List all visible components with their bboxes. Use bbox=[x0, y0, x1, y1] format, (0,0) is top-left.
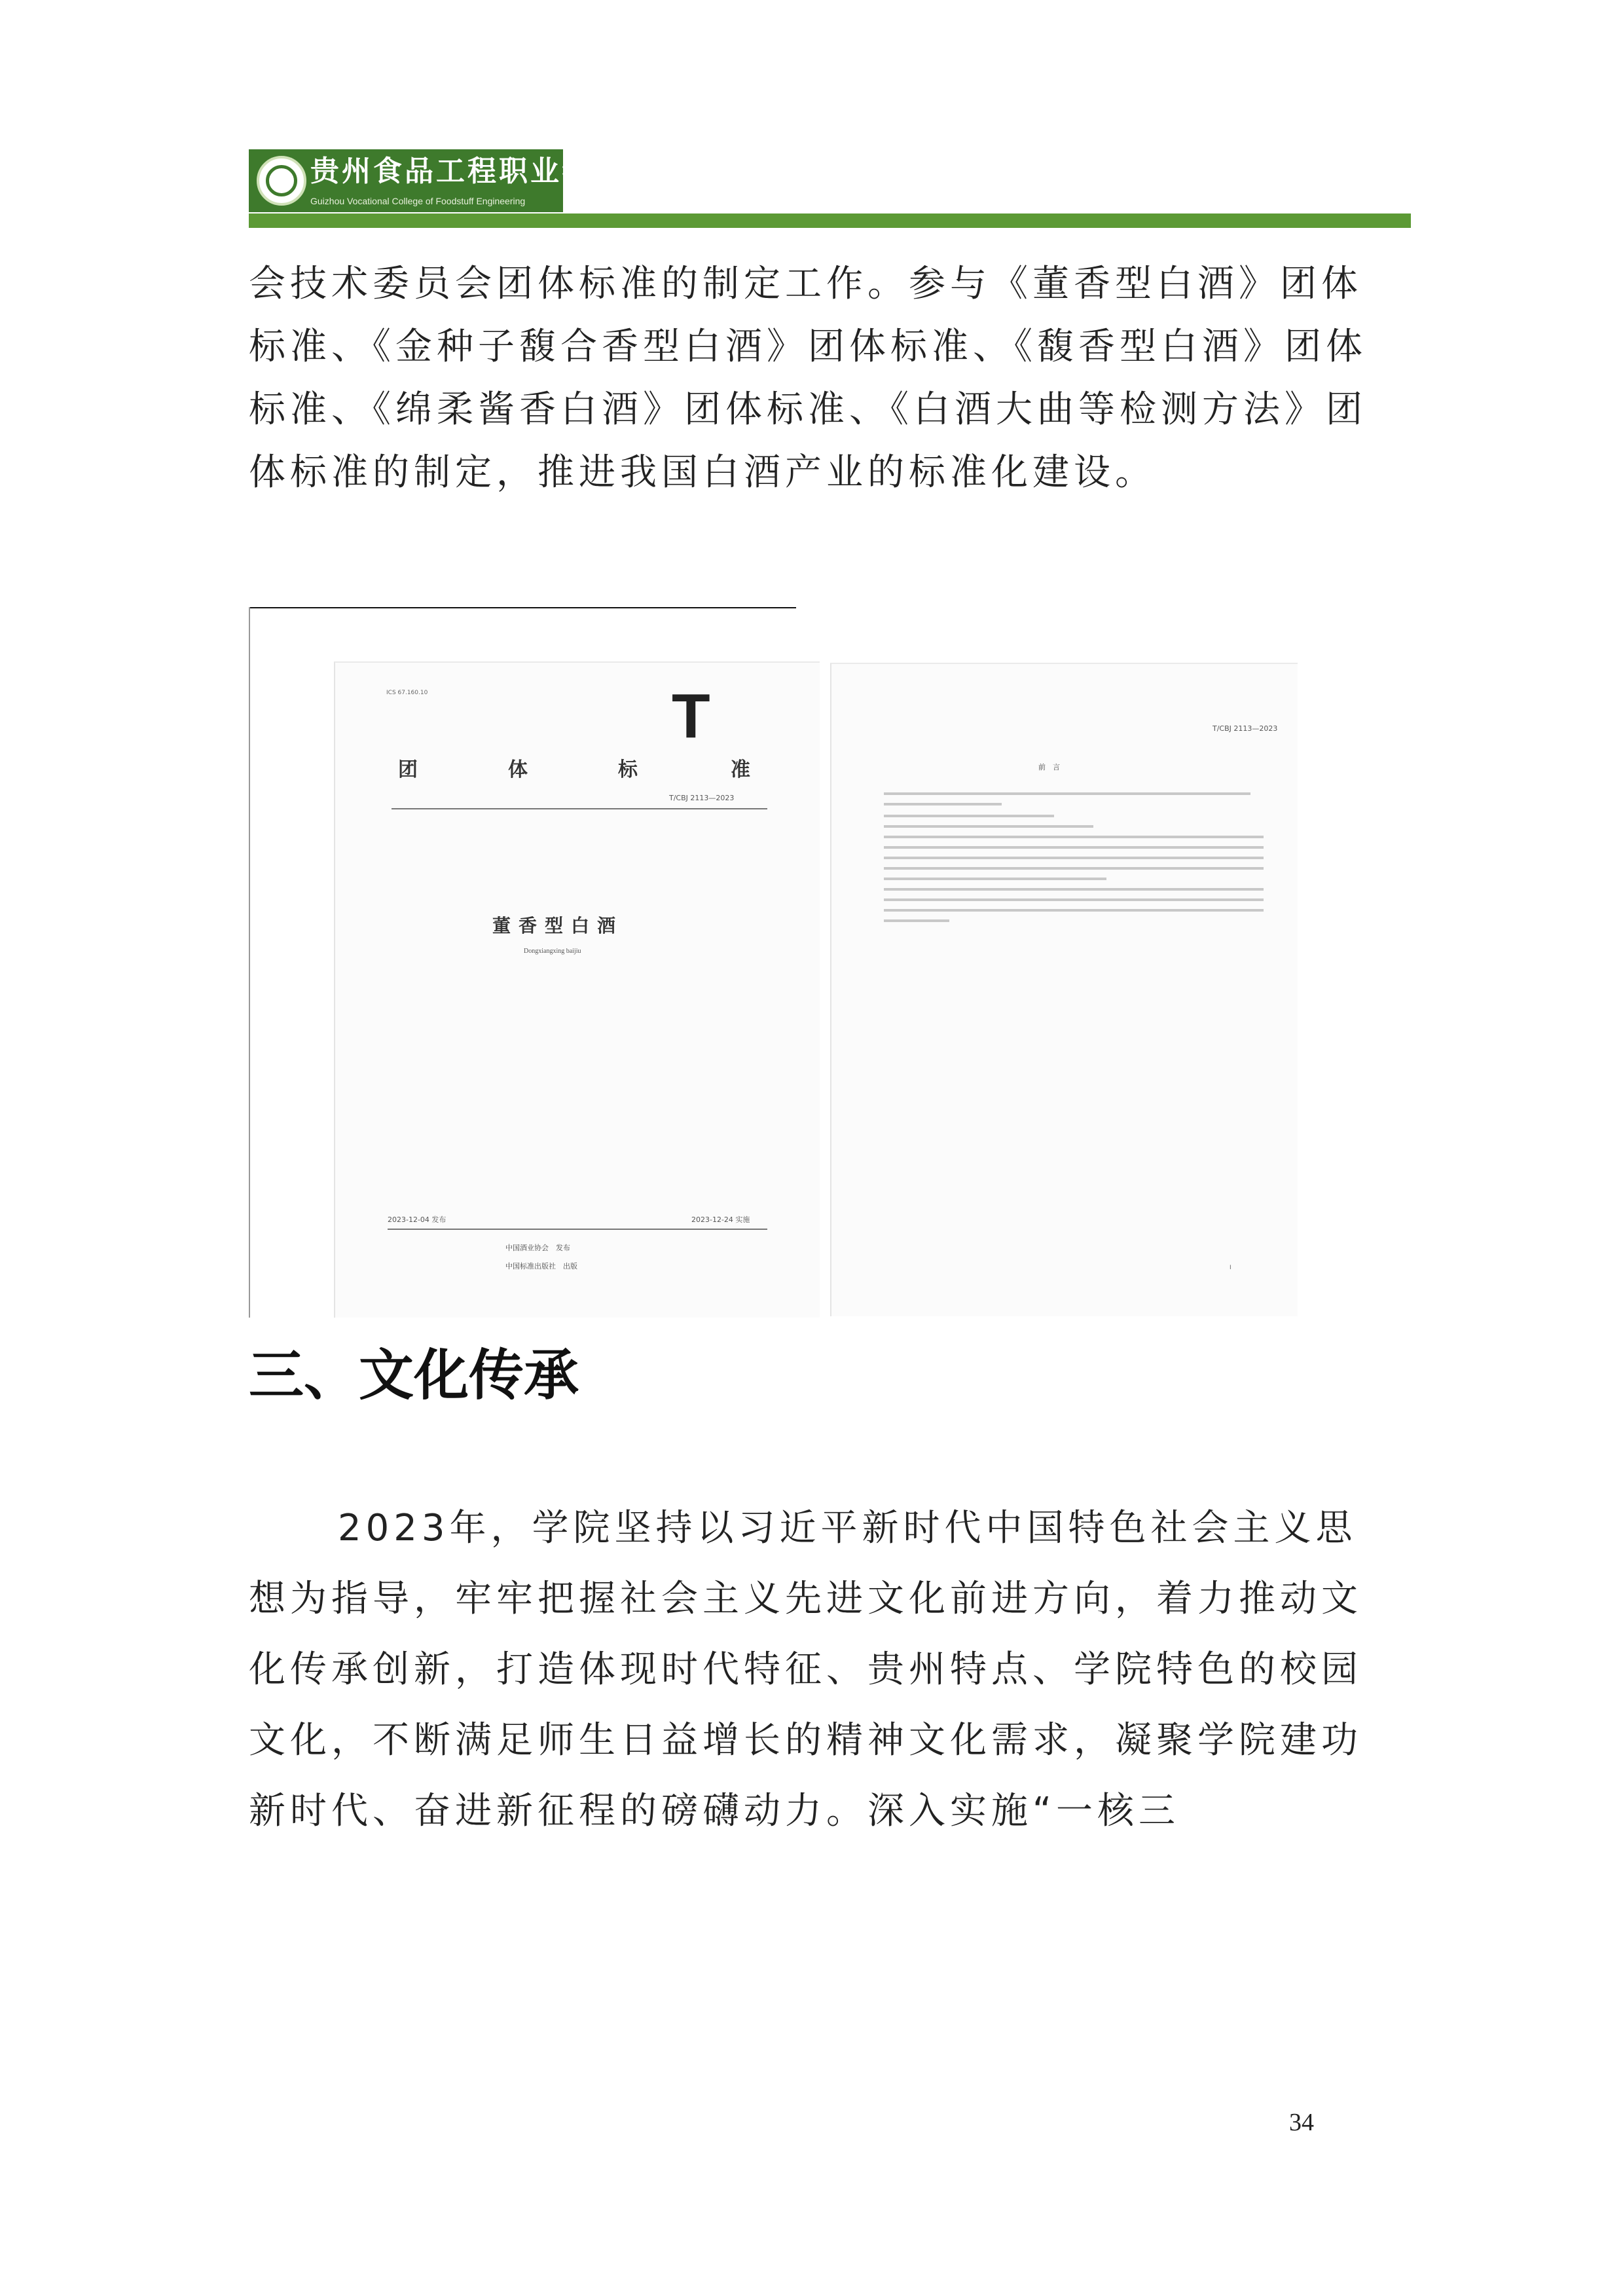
preface-text-line bbox=[884, 888, 1264, 891]
preface-page-mark: I bbox=[1230, 1265, 1231, 1271]
cover-publish-date: 2023-12-04 发布 bbox=[388, 1215, 447, 1224]
preface-text-line bbox=[884, 867, 1264, 870]
cover-word-ti: 体 bbox=[508, 758, 528, 781]
paragraph-culture: 2023年，学院坚持以习近平新时代中国特色社会主义思想为指导，牢牢把握社会主义先进文化前进方向，着力推动文化传承创新，打造体现时代特征、贵州特点、学院特色的校园文化，不断满足师生日益增长的精神文化需求，凝聚学院建功新时代、奋进新征程的磅礴动力。深入实施“一核三 bbox=[249, 1507, 1362, 1832]
preface-text-line bbox=[884, 836, 1264, 838]
cover-standard-title: 董香型白酒 bbox=[492, 915, 624, 936]
preface-text-line bbox=[884, 878, 1106, 880]
cover-publisher: 中国酒业协会 发布 bbox=[505, 1244, 570, 1252]
standard-preface-photo bbox=[830, 663, 1298, 1316]
college-name-en: Guizhou Vocational College of Foodstuff Engineering bbox=[310, 196, 526, 206]
image-top-rule bbox=[249, 607, 796, 608]
header-rule bbox=[249, 213, 1411, 228]
college-name-cn: 贵州食品工程职业学院 bbox=[310, 155, 625, 188]
cover-word-biao: 标 bbox=[618, 758, 638, 781]
preface-text-line bbox=[884, 825, 1093, 828]
paragraph-standards: 会技术委员会团体标准的制定工作。参与《董香型白酒》团体标准、《金种子馥合香型白酒》团体标准、《馥香型白酒》团体标准、《绵柔酱香白酒》团体标准、《白酒大曲等检测方法》团体标准的制定，推进我国白酒产业的标准化建设。 bbox=[249, 263, 1367, 494]
college-emblem-icon bbox=[257, 156, 306, 206]
preface-standard-number: T/CBJ 2113—2023 bbox=[1213, 724, 1278, 733]
cover-printer: 中国标准出版社 出版 bbox=[505, 1262, 577, 1270]
cover-standard-number: T/CBJ 2113—2023 bbox=[669, 794, 735, 802]
preface-text-line bbox=[884, 803, 1002, 805]
preface-text-line bbox=[884, 919, 949, 922]
section-heading: 三、文化传承 bbox=[249, 1343, 579, 1407]
ics-code: ICS 67.160.10 bbox=[386, 690, 428, 696]
preface-text-line bbox=[884, 792, 1250, 795]
preface-text-line bbox=[884, 898, 1264, 901]
cover-rule-bottom bbox=[388, 1229, 767, 1230]
cover-word-zhun: 准 bbox=[731, 758, 750, 781]
cover-rule-top bbox=[392, 808, 767, 809]
page-number: 34 bbox=[1289, 2109, 1314, 2136]
preface-text-line bbox=[884, 857, 1264, 859]
cover-implement-date: 2023-12-24 实施 bbox=[691, 1215, 750, 1224]
preface-text-line bbox=[884, 846, 1264, 849]
preface-title: 前 言 bbox=[1038, 763, 1060, 771]
standard-type-letter: T bbox=[672, 681, 710, 751]
preface-text-line bbox=[884, 815, 1054, 817]
cover-standard-pinyin: Dongxiangxing baijiu bbox=[524, 948, 581, 955]
cover-word-tuan: 团 bbox=[398, 758, 418, 781]
image-left-edge bbox=[249, 607, 250, 1318]
preface-text-line bbox=[884, 909, 1264, 912]
standard-cover-photo bbox=[334, 661, 820, 1318]
